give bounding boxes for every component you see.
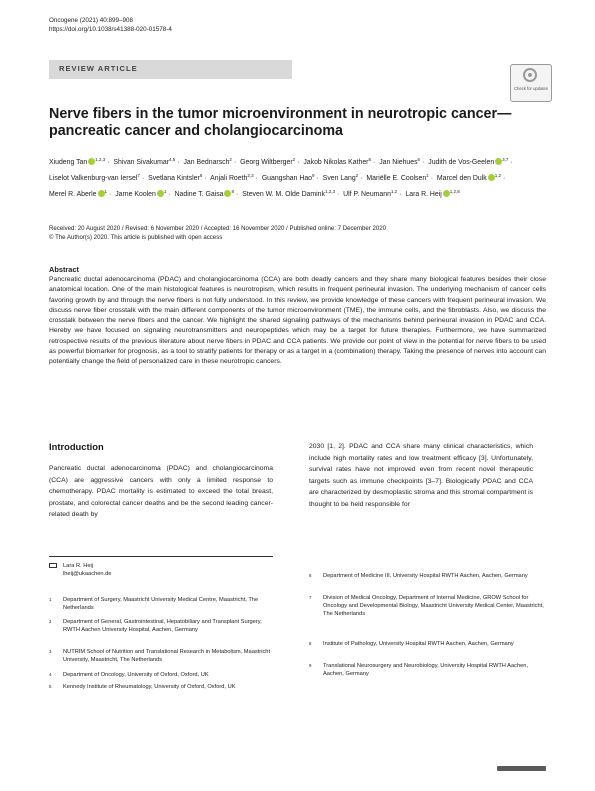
article-type-label: REVIEW ARTICLE — [59, 64, 138, 73]
orcid-icon[interactable] — [98, 190, 105, 197]
copyright-notice: © The Author(s) 2020. This article is published with open access — [49, 234, 223, 241]
author-name: Marcel den Dulk — [436, 175, 487, 182]
author-affiliation-ref: 2 — [355, 173, 359, 178]
correspondence — [49, 562, 273, 582]
author-name: Svetlana Kintsler — [148, 175, 200, 182]
author-separator: · — [316, 175, 319, 182]
affiliation-number: 3 — [49, 649, 52, 654]
author-affiliation-ref: 2 — [229, 157, 232, 162]
author-name: Lara R. Heij — [405, 191, 442, 198]
author-name: Liselot Valkenburg-van Iersel — [49, 175, 138, 182]
affiliation-text: Department of Surgery, Maastricht University Medical Centre, Maastricht, The Netherlands — [63, 597, 259, 612]
author[interactable] — [148, 175, 202, 182]
article-type-bar — [49, 60, 292, 79]
footnote-divider — [49, 556, 273, 557]
abstract-heading: Abstract — [49, 265, 79, 274]
date-history: Received: 20 August 2020 / Revised: 6 November 2020 / Accepted: 16 November 2020 / Published online: 7 December 2020 — [49, 225, 387, 232]
author[interactable] — [343, 191, 397, 198]
intro-right-column — [309, 441, 533, 510]
author-affiliation-ref: 6 — [368, 157, 371, 162]
intro-right-text: 2030 [1, 2]. PDAC and CCA share many clinical characteristics, which include high mortality rates and low treatment efficacy [3]. Unfortunately, survival rates have not improved even from recent novel therapeutic targets such as immune checkpoints [3–7]. Biologically PDAC and CCA are characterized by desmoplastic stroma and this stromal compartment is thought to be held responsible for — [309, 443, 534, 508]
author[interactable] — [405, 191, 459, 198]
article-title: Nerve fibers in the tumor microenvironment in neurotropic cancer—pancreatic cancer and cholangiocarcinoma — [49, 106, 512, 139]
intro-left-column — [49, 463, 273, 521]
author-name: Jan Bednarsch — [183, 159, 230, 166]
doi-link[interactable]: https://doi.org/10.1038/s41388-020-01578-4 — [49, 26, 172, 33]
update-icon — [523, 68, 537, 82]
author-affiliation-ref: 2 — [292, 157, 296, 162]
author-name: Xiudeng Tan — [49, 159, 88, 166]
author-affiliation-ref: 1,2,3 — [324, 189, 335, 194]
author-affiliation-ref: 7 — [137, 173, 140, 178]
author-separator: · — [107, 159, 110, 166]
author-name: Nadine T. Gaisa — [174, 191, 224, 198]
author-separator: · — [399, 191, 402, 198]
affiliation-text: Division of Medical Oncology, Department of Internal Medicine, GROW School for Oncology and Developmental Biology, Maastricht University Medical Center, Maastricht, The Netherlands — [323, 595, 544, 618]
author[interactable] — [242, 191, 335, 198]
author[interactable] — [366, 175, 428, 182]
author[interactable] — [49, 159, 105, 166]
author-separator: · — [177, 159, 180, 166]
author[interactable] — [437, 175, 501, 182]
author-affiliation-ref: 1,2,3 — [95, 157, 106, 162]
author-name: Jarne Koolen — [115, 191, 156, 198]
check-for-updates-badge[interactable] — [510, 64, 552, 102]
author-separator: · — [422, 159, 425, 166]
author-affiliation-ref: 1,2 — [390, 189, 398, 194]
affiliation-text: Department of Oncology, University of Oxford, Oxford, UK — [63, 672, 209, 678]
author-name: Shivan Sivakumar — [113, 159, 169, 166]
author-affiliation-ref: 4,5 — [168, 157, 176, 162]
affiliation-number: 5 — [49, 684, 52, 689]
affiliation-text: Department of General, Gastrointestinal, Hepatobiliary and Transplant Surgery, RWTH Aachen University Hospital, Aachen, Germany — [63, 619, 262, 634]
author-affiliation-ref: 8 — [231, 189, 234, 194]
journal-citation: Oncogene (2021) 40:899–908 — [49, 17, 134, 24]
author-separator: · — [255, 175, 258, 182]
affiliation-text: Institute of Pathology, University Hospital RWTH Aachen, Aachen, Germany — [323, 641, 514, 647]
abstract-text: Pancreatic ductal adenocarcinoma (PDAC) and cholangiocarcinoma (CCA) are both deadly cancers and they share many biological features besides their close anatomical location. One of the main histological features is neurotropism, which results in frequent perineural invasion. The underlying mechanism of cancer cells favoring growth by and through the nerve fibers is not fully understood. In this review, we provide knowledge of these cancers with frequent perineural invasion. We discuss nerve fiber crosstalk with the main different components of the tumor microenvironment (TME), the immune cells, and the fibroblasts. Also, we discuss the crosstalk between the nerve fibers and the cancer. We highlight the shared signaling pathways of the mechanisms behind perineural invasion in PDAC and CCA. Hereby we have focused on signaling neurotransmitters and neuropeptides which may be a target for future therapies. Furthermore, we have summarized retrospective results of the previous literature about nerve fibers in PDAC and CCA patients. We provide our point of view in the potential for nerve fibers to be used as powerful biomarker for prognosis, as a tool to stratify patients for therapy or as a target in a (combination) therapy. Taking the presence of nerves into account can potentially change the field of personalized care in these neurotropic cancers. — [49, 276, 546, 366]
author-separator: · — [109, 191, 112, 198]
author-separator: · — [502, 175, 506, 182]
author-separator: · — [373, 159, 376, 166]
author[interactable] — [210, 175, 253, 182]
correspondence-email[interactable]: lheij@ukaachen.de — [63, 571, 112, 577]
author-separator: · — [141, 175, 145, 182]
affiliation-number: 6 — [309, 573, 312, 578]
author[interactable] — [113, 159, 175, 166]
orcid-icon[interactable] — [488, 174, 495, 181]
author-separator: · — [430, 175, 433, 182]
author[interactable] — [49, 175, 140, 182]
author-name: Steven W. M. Olde Damink — [242, 191, 325, 198]
author-name: Jakob Nikolas Kather — [303, 159, 369, 166]
correspondence-name: Lara R. Heij — [63, 563, 94, 569]
author[interactable] — [428, 159, 508, 166]
springer-nature-logo — [497, 766, 546, 771]
author[interactable] — [262, 175, 315, 182]
author[interactable] — [115, 191, 166, 198]
affiliation-number: 8 — [309, 641, 312, 646]
envelope-icon — [49, 563, 57, 568]
author-name: Judith de Vos-Geelen — [428, 159, 495, 166]
author-name: Ulf P. Neumann — [343, 191, 391, 198]
author-affiliation-ref: 1,2 — [494, 173, 501, 178]
affiliation-text: Department of Medicine III, University Hospital RWTH Aachen, Aachen, Germany — [323, 573, 528, 579]
author-affiliation-ref: 1 — [104, 189, 108, 194]
author[interactable] — [303, 159, 371, 166]
author-affiliation-ref: 1,2,8 — [449, 189, 460, 194]
affiliation-number: 7 — [309, 595, 312, 600]
author-list — [49, 153, 554, 201]
author[interactable] — [175, 191, 234, 198]
affiliations-right — [309, 572, 546, 762]
author-separator: · — [510, 159, 513, 166]
affiliation-number: 2 — [49, 619, 52, 624]
affiliation-number: 1 — [49, 597, 52, 602]
affiliation-text: NUTRIM School of Nutrition and Translational Research in Metabolism, Maastricht University, Maastricht, The Netherlands — [63, 649, 271, 664]
author-affiliation-ref: 9 — [312, 173, 315, 178]
orcid-icon[interactable] — [443, 190, 450, 197]
author-separator: · — [236, 191, 239, 198]
affiliation-number: 9 — [309, 663, 312, 668]
author-separator: · — [233, 159, 237, 166]
author-affiliation-ref: 2,3 — [247, 173, 254, 178]
author-name: Mariëlle E. Coolsen — [366, 175, 427, 182]
intro-left-text: Pancreatic ductal adenocarcinoma (PDAC) and cholangiocarcinoma (CCA) are aggressive cancers with only a limited response to chemotherapy. PDAC mortality is estimated to exceed the total breast, prostate, and colorectal cancer deaths and be the second leading cancer-related death by — [49, 465, 273, 518]
author-affiliation-ref: 6 — [417, 157, 421, 162]
author[interactable] — [240, 159, 295, 166]
affiliation-text: Kennedy Institute of Rheumatology, University of Oxford, Oxford, UK — [63, 684, 236, 690]
author-separator: · — [168, 191, 171, 198]
author-separator: · — [297, 159, 300, 166]
orcid-icon[interactable] — [157, 190, 164, 197]
author-affiliation-ref: 8 — [199, 173, 203, 178]
author-name: Sven Lang — [322, 175, 356, 182]
author-name: Georg Wiltberger — [240, 159, 293, 166]
author[interactable] — [49, 191, 107, 198]
affiliations-left — [49, 596, 273, 766]
author[interactable] — [183, 159, 231, 166]
author-name: Merel R. Aberle — [49, 191, 97, 198]
author[interactable] — [323, 175, 358, 182]
introduction-heading: Introduction — [49, 441, 104, 452]
author-separator: · — [360, 175, 363, 182]
author-name: Jan Niehues — [379, 159, 418, 166]
author[interactable] — [379, 159, 420, 166]
author-name: Anjali Roeth — [210, 175, 248, 182]
publication-dates — [49, 224, 554, 242]
author-affiliation-ref: 1 — [163, 189, 167, 194]
check-for-updates-label: Check for updates — [514, 86, 548, 91]
author-affiliation-ref: 1 — [426, 173, 429, 178]
author-name: Guangshan Hao — [261, 175, 312, 182]
affiliation-text: Translational Neurosurgery and Neurobiology, University Hospital RWTH Aachen, Aachen, Germany — [323, 663, 529, 678]
author-affiliation-ref: 3,7 — [502, 157, 509, 162]
abstract-section — [49, 265, 546, 368]
author-separator: · — [204, 175, 207, 182]
affiliation-number: 4 — [49, 672, 52, 677]
author-separator: · — [336, 191, 340, 198]
